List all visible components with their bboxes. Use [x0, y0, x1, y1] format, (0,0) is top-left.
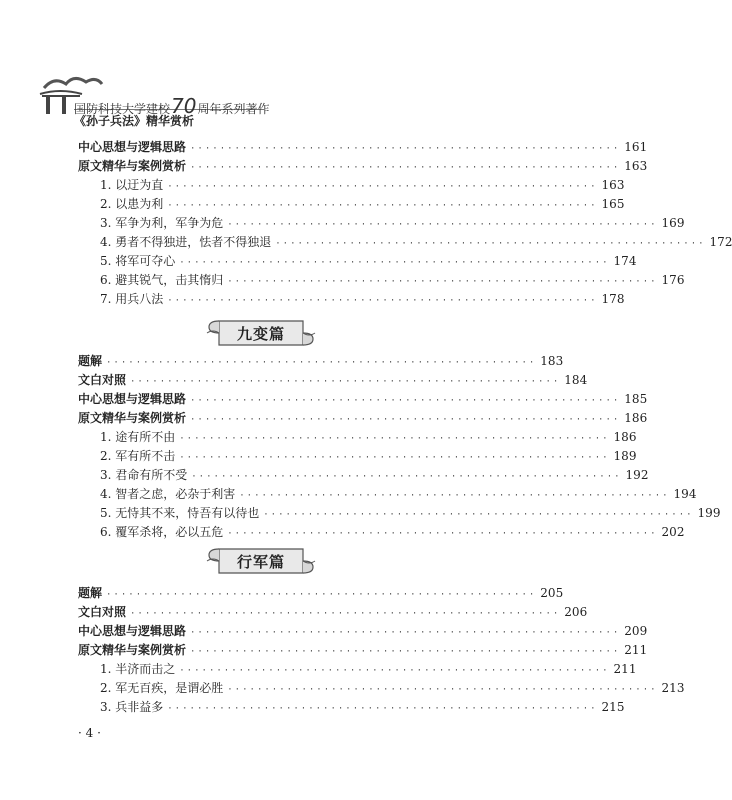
toc-entry-title: 3. 军争为利，军争为危: [100, 216, 224, 230]
toc-entry[interactable]: [100, 504, 721, 524]
toc-entry-title: 2. 军无百疾，是谓必胜: [100, 681, 224, 695]
toc-entry-page: 178: [601, 292, 625, 306]
toc-leader: ··························································: [190, 628, 621, 638]
toc-entry-page: 161: [624, 140, 648, 154]
toc-entry-page: 199: [697, 506, 721, 520]
toc-entry[interactable]: [100, 523, 685, 543]
toc-entry[interactable]: [78, 352, 564, 372]
toc-entry[interactable]: [100, 679, 685, 699]
toc-entry-page: 185: [624, 392, 648, 406]
series-title-prefix: 国防科技大学建校: [74, 102, 171, 116]
toc-entry-page: 165: [601, 197, 625, 211]
toc-entry[interactable]: [78, 584, 564, 604]
toc-entry[interactable]: [100, 195, 625, 215]
series-title-number: 70: [171, 94, 197, 118]
toc-leader: ··························································: [227, 277, 658, 287]
toc-leader: ··························································: [191, 472, 622, 482]
toc-entry[interactable]: [78, 641, 648, 661]
toc-entry[interactable]: [100, 660, 637, 680]
book-title: 《孙子兵法》精华赏析: [74, 114, 195, 128]
toc-leader: ··························································: [130, 377, 561, 387]
toc-entry-title: 5. 无恃其不来，恃吾有以待也: [100, 506, 260, 520]
toc-entry[interactable]: [78, 622, 648, 642]
toc-entry[interactable]: [78, 371, 588, 391]
toc-entry-page: 211: [613, 662, 637, 676]
toc-leader: ··························································: [167, 296, 598, 306]
toc-leader: ··························································: [130, 609, 561, 619]
toc-leader: ··························································: [190, 415, 621, 425]
toc-entry-page: 206: [564, 605, 588, 619]
toc-leader: ··························································: [167, 704, 598, 714]
toc-leader: ··························································: [167, 182, 598, 192]
toc-leader: ··························································: [227, 685, 658, 695]
toc-leader: ··························································: [179, 434, 610, 444]
toc-entry-page: 163: [624, 159, 648, 173]
toc-entry-page: 186: [613, 430, 637, 444]
series-title-suffix: 周年系列著作: [197, 102, 270, 116]
toc-leader: ··························································: [167, 201, 598, 211]
toc-entry-page: 205: [540, 586, 564, 600]
chapter-banner: [205, 543, 317, 579]
toc-entry-title: 5. 将军可夺心: [100, 254, 176, 268]
toc-entry-page: 169: [661, 216, 685, 230]
toc-entry-title: 原文精华与案例赏析: [78, 411, 187, 425]
toc-entry-title: 1. 半济而击之: [100, 662, 176, 676]
toc-leader: ··························································: [179, 258, 610, 268]
page-number: · 4 ·: [78, 726, 101, 740]
chapter-banner: [205, 315, 317, 351]
toc-entry-page: 209: [624, 624, 648, 638]
toc-leader: ··························································: [239, 491, 670, 501]
toc-entry-title: 2. 以患为利: [100, 197, 164, 211]
toc-entry-title: 原文精华与案例赏析: [78, 159, 187, 173]
toc-entry-page: 163: [601, 178, 625, 192]
toc-entry-title: 中心思想与逻辑思路: [78, 392, 187, 406]
toc-leader: ··························································: [190, 144, 621, 154]
toc-entry-page: 172: [709, 235, 732, 249]
toc-entry-page: 189: [613, 449, 637, 463]
toc-entry[interactable]: [100, 214, 685, 234]
toc-entry-title: 1. 途有所不由: [100, 430, 176, 444]
toc-entry-page: 192: [625, 468, 649, 482]
toc-entry-title: 6. 覆军杀将，必以五危: [100, 525, 224, 539]
toc-entry[interactable]: [78, 603, 588, 623]
toc-leader: ··························································: [275, 239, 706, 249]
toc-entry-page: 194: [673, 487, 697, 501]
toc-entry-title: 7. 用兵八法: [100, 292, 164, 306]
toc-entry-title: 题解: [78, 586, 103, 600]
toc-entry[interactable]: [100, 698, 625, 718]
toc-entry-page: 184: [564, 373, 588, 387]
toc-entry-page: 215: [601, 700, 625, 714]
chapter-title: 九变篇: [236, 325, 285, 343]
toc-leader: ··························································: [227, 529, 658, 539]
toc-leader: ··························································: [263, 510, 694, 520]
toc-entry[interactable]: [100, 447, 637, 467]
toc-entry[interactable]: [78, 409, 648, 429]
toc-entry-page: 213: [661, 681, 685, 695]
toc-entry[interactable]: [100, 485, 697, 505]
toc-leader: ··························································: [190, 163, 621, 173]
toc-entry-page: 202: [661, 525, 685, 539]
toc-entry[interactable]: [100, 271, 685, 291]
toc-leader: ··························································: [227, 220, 658, 230]
toc-entry-page: 183: [540, 354, 564, 368]
toc-entry-title: 中心思想与逻辑思路: [78, 140, 187, 154]
toc-entry-title: 3. 兵非益多: [100, 700, 164, 714]
toc-entry-title: 2. 军有所不击: [100, 449, 176, 463]
toc-entry[interactable]: [100, 290, 625, 310]
toc-entry-title: 文白对照: [78, 373, 127, 387]
toc-leader: ··························································: [106, 358, 537, 368]
toc-entry-title: 题解: [78, 354, 103, 368]
toc-entry-page: 174: [613, 254, 637, 268]
running-header: [40, 74, 480, 128]
toc-leader: ··························································: [179, 453, 610, 463]
chapter-title: 行军篇: [236, 553, 285, 571]
toc-entry-title: 4. 智者之虑，必杂于利害: [100, 487, 236, 501]
toc-leader: ··························································: [190, 647, 621, 657]
toc-entry-title: 4. 勇者不得独进，怯者不得独退: [100, 235, 272, 249]
toc-leader: ··························································: [179, 666, 610, 676]
toc-entry-title: 原文精华与案例赏析: [78, 643, 187, 657]
toc-entry-page: 186: [624, 411, 648, 425]
toc-entry-title: 1. 以迂为直: [100, 178, 164, 192]
toc-entry[interactable]: [78, 157, 648, 177]
toc-entry-title: 3. 君命有所不受: [100, 468, 188, 482]
toc-entry[interactable]: [100, 428, 637, 448]
toc-leader: ··························································: [190, 396, 621, 406]
toc-entry-title: 文白对照: [78, 605, 127, 619]
toc-entry[interactable]: [100, 176, 625, 196]
toc-entry-page: 176: [661, 273, 685, 287]
toc-entry-page: 211: [624, 643, 648, 657]
toc-leader: ··························································: [106, 590, 537, 600]
toc-entry[interactable]: [78, 390, 648, 410]
toc-entry[interactable]: [100, 233, 732, 253]
toc-entry-title: 6. 避其锐气，击其惰归: [100, 273, 224, 287]
toc-entry[interactable]: [100, 252, 637, 272]
toc-entry-title: 中心思想与逻辑思路: [78, 624, 187, 638]
toc-entry[interactable]: [100, 466, 649, 486]
toc-entry[interactable]: [78, 138, 648, 158]
